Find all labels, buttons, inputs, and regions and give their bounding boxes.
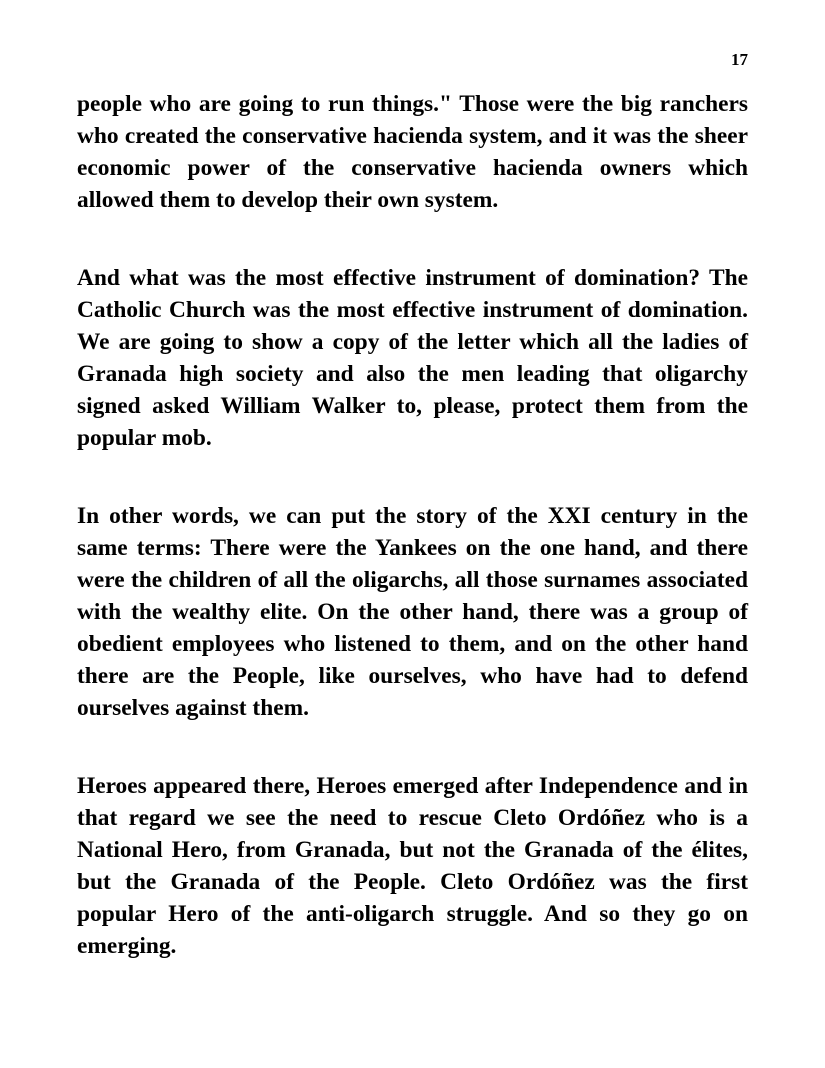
page-number: 17 [731, 50, 748, 69]
paragraph: In other words, we can put the story of the XXI century in the same terms: There were the Yankees on the one hand, and there were the children of all the oligarchs, all those surnames associated with the wealthy elite. On the other hand, there was a group of obedient employees who listened to them, and on the other hand there are the People, like ourselves, who have had to defend ourselves against them. [77, 503, 748, 721]
paragraph: people who are going to run things." Those were the big ranchers who created the conservative hacienda system, and it was the sheer economic power of the conservative hacienda owners which allowed them to develop their own system. [77, 91, 748, 213]
paragraph: Heroes appeared there, Heroes emerged after Independence and in that regard we see the need to rescue Cleto Ordóñez who is a National Hero, from Granada, but not the Granada of the élites, but the Granada of the People. Cleto Ordóñez was the first popular Hero of the anti-oligarch struggle. And so they go on emerging. [77, 773, 748, 959]
paragraph: And what was the most effective instrument of domination? The Catholic Church was the most effective instrument of domination. We are going to show a copy of the letter which all the ladies of Granada high society and also the men leading that oligarchy signed asked William Walker to, please, protect them from the popular mob. [77, 265, 748, 451]
document-body [77, 88, 748, 962]
